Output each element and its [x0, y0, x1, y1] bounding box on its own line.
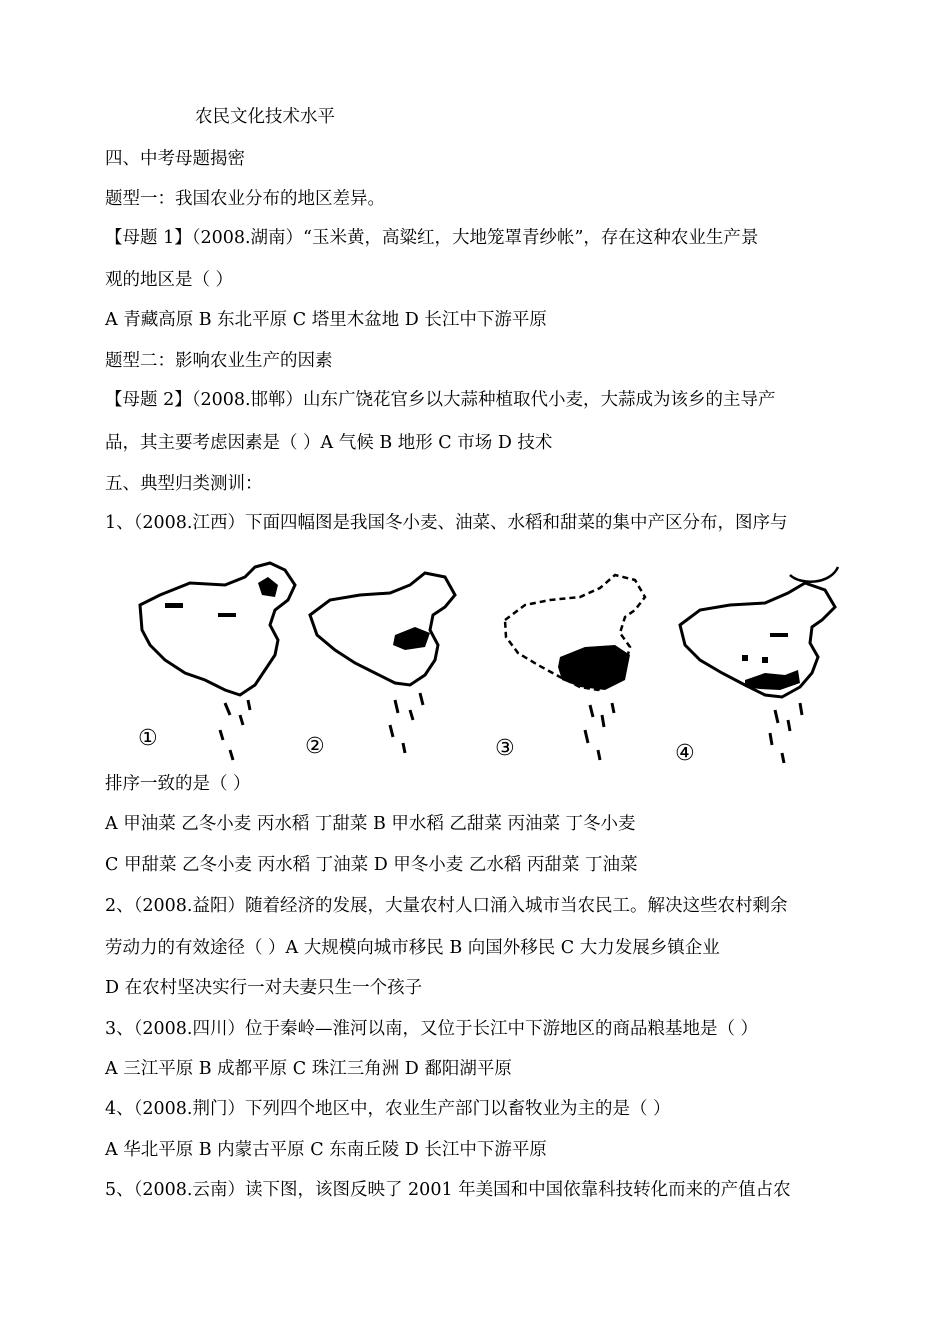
answer-options: A 甲油菜 乙冬小麦 丙水稻 丁甜菜 B 甲水稻 乙甜菜 丙油菜 丁冬小麦 [105, 814, 636, 834]
question-text: 2、（2008.益阳）随着经济的发展，大量农村人口涌入城市当农民工。解决这些农村剩余 [105, 896, 788, 916]
question-text: 5、（2008.云南）读下图，该图反映了 2001 年美国和中国依靠科技转化而来的产值占农 [105, 1180, 791, 1200]
map-label-3: ③ [495, 736, 515, 761]
map-label-4: ④ [675, 741, 695, 766]
question-text: 【母题 2】（2008.邯郸）山东广饶花官乡以大蒜种植取代小麦，大蒜成为该乡的主导产 [105, 390, 776, 410]
answer-options: A 青藏高原 B 东北平原 C 塔里木盆地 D 长江中下游平原 [105, 310, 547, 330]
question-text: 劳动力的有效途径（ ）A 大规模向城市移民 B 向国外移民 C 大力发展乡镇企业 [105, 938, 720, 958]
question-text: 【母题 1】（2008.湖南）“玉米黄，高粱红，大地笼罩青纱帐”，存在这种农业生产景 [105, 228, 759, 248]
question-text: 4、（2008.荆门）下列四个地区中，农业生产部门以畜牧业为主的是（ ） [105, 1099, 671, 1119]
map-label-1: ① [138, 726, 158, 751]
answer-options: A 华北平原 B 内蒙古平原 C 东南丘陵 D 长江中下游平原 [105, 1140, 547, 1160]
china-map-2 [305, 555, 485, 770]
china-map-4 [670, 555, 850, 770]
question-text: 3、（2008.四川）位于秦岭—淮河以南，又位于长江中下游地区的商品粮基地是（ ） [105, 1019, 759, 1039]
question-text: 排序一致的是（ ） [105, 774, 251, 794]
map-figures [130, 555, 850, 770]
question-text: 1、（2008.江西）下面四幅图是我国冬小麦、油菜、水稻和甜菜的集中产区分布，图序与 [105, 513, 788, 533]
section-heading: 五、典型归类测训： [105, 474, 263, 494]
question-text: 品，其主要考虑因素是（ ）A 气候 B 地形 C 市场 D 技术 [105, 433, 553, 453]
section-heading: 四、中考母题揭密 [105, 149, 245, 169]
china-map-3 [490, 555, 670, 770]
question-type-heading: 题型一：我国农业分布的地区差异。 [105, 189, 385, 209]
answer-options: D 在农村坚决实行一对夫妻只生一个孩子 [105, 978, 423, 998]
china-map-1 [130, 555, 310, 770]
text-line: 农民文化技术水平 [195, 107, 335, 127]
question-type-heading: 题型二：影响农业生产的因素 [105, 351, 333, 371]
answer-options: C 甲甜菜 乙冬小麦 丙水稻 丁油菜 D 甲冬小麦 乙水稻 丙甜菜 丁油菜 [105, 855, 638, 875]
question-text: 观的地区是（ ） [105, 270, 234, 290]
answer-options: A 三江平原 B 成都平原 C 珠江三角洲 D 鄱阳湖平原 [105, 1059, 512, 1079]
map-label-2: ② [305, 734, 325, 759]
